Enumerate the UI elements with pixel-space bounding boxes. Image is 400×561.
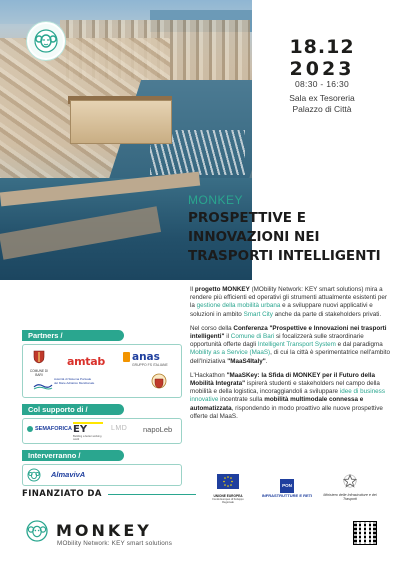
- partners-heading: Partners /: [22, 330, 124, 341]
- ministry-logo: Ministero delle Infrastrutture e dei Trasporti: [322, 474, 378, 502]
- monkey-badge-logo: [27, 22, 65, 60]
- financed-by-label: FINANZIATO DA: [22, 489, 102, 499]
- comune-bari-logo: COMUNE DI BARI: [29, 350, 49, 377]
- support-logo-box: [22, 418, 182, 444]
- title-line-3: TRASPORTI INTELLIGENTI: [188, 248, 381, 264]
- page-title: [188, 209, 393, 266]
- eu-logo: UNIONE EUROPEA Fondo Europeo di Sviluppo Regionale: [208, 474, 248, 504]
- semaforica-dot-icon: [27, 426, 33, 432]
- anas-mark-icon: [123, 352, 130, 362]
- event-year: 2023: [289, 58, 355, 80]
- ey-logo: EY Building a better working world: [73, 424, 102, 441]
- footer-brand: MONKEY: [56, 521, 152, 540]
- title-kicker: MONKEY: [188, 193, 244, 207]
- monkey-small-logo: [27, 468, 41, 487]
- paragraph-conference: Nel corso della Conferenza "Prospettive e Innovazioni nei trasporti intelligenti" il Comune di Bari si focalizzerà sulle straordinarie opportunità offerte dagli Intelligent Transport System e dal paradigma Mobility as a Service (MaaS), di cui la città è sperimentatrice nell'ambito dell'Iniziativa "MaaS4Italy".: [190, 324, 390, 365]
- venue-line-1: Sala ex Tesoreria: [289, 93, 355, 103]
- paragraph-hackathon: L'Hackathon "MaaSKey: la Sfida di MONKEY per il Futuro della Mobilità Integrata" ispirerà studenti e stakeholders nel campo della mobilità e della logistica, incoraggiandoli a sviluppare idee di business innovative incentrate sulla mobilità multimodale connessa e automatizzata, rispondendo in modo proattivo alle nuove prospettive offerte dal MaaS.: [190, 371, 385, 420]
- support-heading: Col supporto di /: [22, 404, 124, 415]
- speakers-heading: Interverranno /: [22, 450, 124, 461]
- puglia-crest-logo: [151, 373, 167, 396]
- almaviva-logo: AlmavivA: [51, 470, 86, 479]
- event-day-month: 18.12: [289, 36, 355, 58]
- italian-emblem-icon: [343, 474, 357, 488]
- title-line-2: INNOVAZIONI NEI: [188, 229, 320, 245]
- monkey-face-icon: [33, 28, 59, 54]
- event-venue: [262, 93, 382, 115]
- pon-logo: PON INFRASTRUTTURE E RETI: [258, 474, 316, 498]
- napoleb-logo: napoLeb: [143, 425, 173, 434]
- amtab-logo: amtab: [67, 355, 105, 368]
- venue-line-2: Palazzo di Città: [292, 104, 352, 114]
- monkey-face-small-icon: [27, 468, 41, 482]
- eu-flag-icon: [217, 474, 239, 489]
- anas-logo: anas GRUPPO FS ITALIANE: [123, 351, 168, 367]
- body-text: [190, 286, 390, 427]
- event-times: 08:30 - 16:30: [295, 79, 349, 89]
- speakers-logo-box: [22, 464, 182, 486]
- port-authority-logo: Autorità di Sistema Portuale del Mare Adriatico Meridionale: [33, 377, 95, 395]
- pon-mark-icon: PON: [280, 479, 294, 493]
- semaforica-logo: SEMAFORICA: [27, 426, 72, 432]
- photo-palazzo: [70, 100, 172, 144]
- partners-logo-box: [22, 344, 182, 398]
- qr-code[interactable]: [353, 521, 377, 545]
- monkey-footer-icon: [26, 520, 48, 542]
- financed-by-rule: [108, 494, 196, 495]
- lmd-logo: LMD: [111, 425, 128, 432]
- title-line-1: PROSPETTIVE E: [188, 210, 306, 226]
- crest-icon: [151, 373, 167, 391]
- footer-tagline: MObility Network: KEY smart solutions: [57, 540, 173, 547]
- paragraph-project: Il progetto MONKEY (MObility Network: KEY smart solutions) mira a rendere più efficienti ed operativi gli strumenti attualmente esistenti per la gestione della mobilità urbana e a sviluppare nuovi applicativi e soluzioni in ambito Smart City anche da parte di stakeholders privati.: [190, 286, 387, 318]
- coat-of-arms-icon: [33, 350, 45, 364]
- event-date: [262, 36, 382, 80]
- wave-ship-icon: [33, 380, 53, 390]
- footer-logo: [26, 520, 48, 547]
